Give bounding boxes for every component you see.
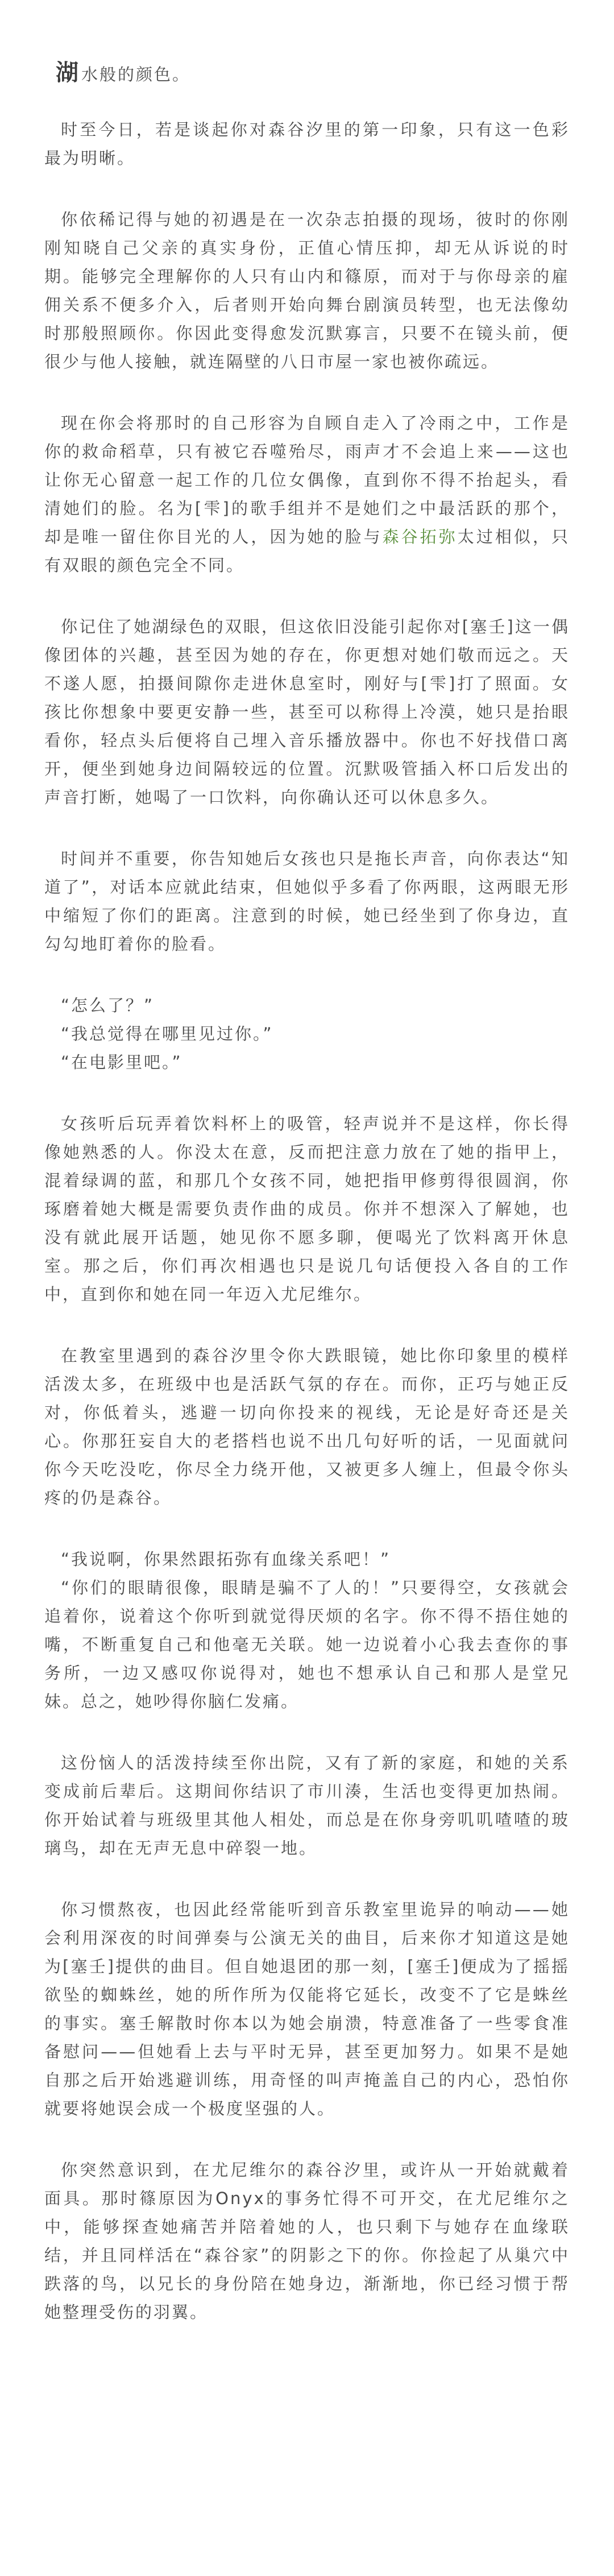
dialogue-line: “在电影里吧。”	[61, 1053, 182, 1072]
paragraph-6: 女孩听后玩弄着饮料杯上的吸管，轻声说并不是这样，你长得像她熟悉的人。你没太在意，反而把注意力放在了她的指甲上，混着绿调的蓝，和那几个女孩不同，她把指甲修剪得很圆润，你琢磨着她大概是需要负责作曲的成员。你并不想深入了解她，也没有就此展开话题，她见你不愿多聊，便喝光了饮料离开休息室。那之后，你们再次相遇也只是说几句话便投入各自的工作中，直到你和她在同一年迈入尤尼维尔。	[44, 1114, 570, 1304]
paragraph-3-after: 太过相似，只有双眼的颜色完全不同。	[44, 527, 570, 575]
paragraph-7: 在教室里遇到的森谷汐里令你大跌眼镜，她比你印象里的模样活泼太多，在班级中也是活跃气氛的存在。而你，正巧与她正反对，你低着头，逃避一切向你投来的视线，无论是好奇还是关心。你那狂妄自大的老搭档也说不出几句好听的话，一见面就问你今天吃没吃，你尽全力绕开他，又被更多人缠上，但最令你头疼的仍是森谷。	[44, 1346, 570, 1508]
title-rest: 水般的颜色。	[81, 65, 191, 84]
dialogue-line: “我总觉得在哪里见过你。”	[61, 1024, 273, 1043]
paragraph-9: 你习惯熬夜，也因此经常能听到音乐教室里诡异的响动——她会利用深夜的时间弹奏与公演无关的曲目，后来你才知道这是她为[塞壬]提供的曲目。但自她退团的那一刻，[塞壬]便成为了摇摇欲坠的蜘蛛丝，她的所作所为仅能将它延长，改变不了它是蛛丝的事实。塞壬解散时你本以为她会崩溃，特意准备了一些零食准备慰问——但她看上去与平时无异，甚至更加努力。如果不是她自那之后开始逃避训练，用奇怪的叫声掩盖自己的内心，恐怕你就要将她误会成一个极度坚强的人。	[44, 1900, 570, 2118]
paragraph-3-before: 现在你会将那时的自己形容为自顾自走入了冷雨之中，工作是你的救命稻草，只有被它吞噬殆尽，雨声才不会追上来——这也让你无心留意一起工作的几位女偶像，直到你不得不抬起头，看清她们的脸。名为[雫]的歌手组并不是她们之中最活跃的那个，却是唯一留住你目光的人，因为她的脸与	[44, 413, 570, 546]
dialogue-block-1	[44, 991, 570, 1076]
dialogue-paragraph: “你们的眼睛很像，眼睛是骗不了人的！”只要得空，女孩就会追着你，说着这个你听到就觉得厌烦的名字。你不得不捂住她的嘴，不断重复自己和他毫无关联。她一边说着小心我去查你的事务所，一边又感叹你说得对，她也不想承认自己和那人是堂兄妹。总之，她吵得你脑仁发痛。	[44, 1578, 570, 1711]
drop-cap: 湖	[56, 60, 80, 86]
paragraph-10: 你突然意识到，在尤尼维尔的森谷汐里，或许从一开始就戴着面具。那时篠原因为Onyx的事务忙得不可开交，在尤尼维尔之中，能够探查她痛苦并陪着她的人，也只剩下与她存在血缘联结，并且同样活在“森谷家”的阴影之下的你。你捡起了从巢穴中跌落的鸟，以兄长的身份陪在她身边，渐渐地，你已经习惯于帮她整理受伤的羽翼。	[44, 2160, 570, 2322]
character-name-highlight: 森谷拓弥	[382, 527, 458, 546]
dialogue-line: “怎么了？”	[61, 996, 155, 1015]
paragraph-4: 你记住了她湖绿色的双眼，但这依旧没能引起你对[塞壬]这一偶像团体的兴趣，甚至因为她的存在，你更想对她们敬而远之。天不遂人愿，拍摄间隙你走进休息室时，刚好与[雫]打了照面。女孩比你想象中要更安静一些，甚至可以称得上冷漠，她只是抬眼看你，轻点头后便将自己埋入音乐播放器中。你也不好找借口离开，便坐到她身边间隔较远的位置。沉默吸管插入杯口后发出的声音打断，她喝了一口饮料，向你确认还可以休息多久。	[44, 617, 570, 807]
dialogue-line: “我说啊，你果然跟拓弥有血缘关系吧！”	[61, 1550, 391, 1569]
article-title	[44, 61, 570, 86]
paragraph-5: 时间并不重要，你告知她后女孩也只是拖长声音，向你表达“知道了”，对话本应就此结束，但她似乎多看了你两眼，这两眼无形中缩短了你们的距离。注意到的时候，她已经坐到了你身边，直勾勾地盯着你的脸看。	[44, 849, 570, 954]
paragraph-1: 时至今日，若是谈起你对森谷汐里的第一印象，只有这一色彩最为明晰。	[44, 120, 570, 168]
paragraph-8: 这份恼人的活泼持续至你出院，又有了新的家庭，和她的关系变成前后辈后。这期间你结识了市川湊，生活也变得更加热闹。你开始试着与班级里其他人相处，而总是在你身旁叽叽喳喳的玻璃鸟，却在无声无息中碎裂一地。	[44, 1753, 570, 1858]
paragraph-3	[44, 409, 570, 579]
dialogue-block-2	[44, 1545, 570, 1716]
paragraph-2: 你依稀记得与她的初遇是在一次杂志拍摄的现场，彼时的你刚刚知晓自己父亲的真实身份，正值心情压抑，却无从诉说的时期。能够完全理解你的人只有山内和篠原，而对于与你母亲的雇佣关系不便多介入，后者则开始向舞台剧演员转型，也无法像幼时那般照顾你。你因此变得愈发沉默寡言，只要不在镜头前，便很少与他人接触，就连隔壁的八日市屋一家也被你疏远。	[44, 210, 570, 371]
